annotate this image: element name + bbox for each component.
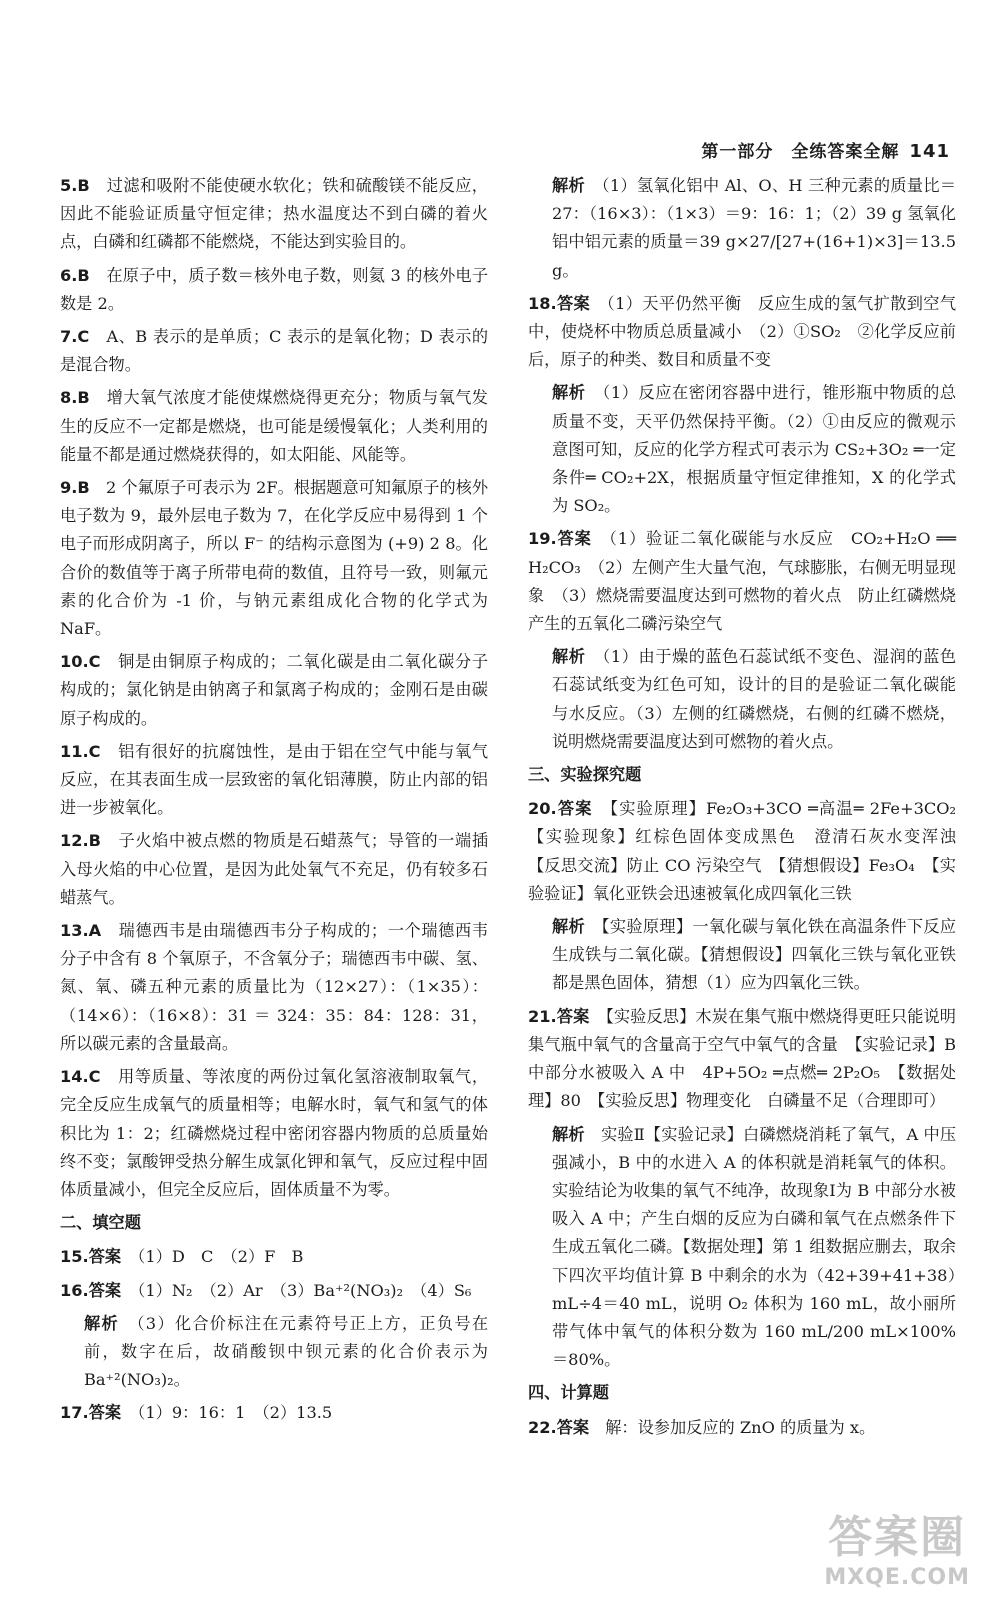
answer-text: 瑞德西韦是由瑞德西韦分子构成的；一个瑞德西韦分子中含有 8 个氧原子，不含氧分子；瑞德西韦中碳、氢、氮、氧、磷五种元素的质量比为（12×27）：（1×35）：（14×6）：（16×8）：31 ＝ 324：35：84：128：31，所以碳元素的含量最高。: [60, 921, 489, 1053]
watermark-line1: 答案圈: [828, 1512, 967, 1563]
question-number: 13.A: [60, 921, 102, 941]
answer-item: [60, 827, 488, 912]
answer-item: [60, 1277, 488, 1305]
answer-text: 【实验原理】Fe₂O₃+3CO ═高温═ 2Fe+3CO₂ 【实验现象】红棕色固体变成黑色 澄清石灰水变浑浊 【反思交流】防止 CO 污染空气 【猜想假设】Fe₃O₄ 【实验验证】氧化亚铁会迅速被氧化成四氧化三铁: [528, 799, 973, 903]
analysis-text: （1）反应在密闭容器中进行，锥形瓶中物质的总质量不变，天平仍然保持平衡。（2）①由反应的微观示意图可知，反应的化学方程式可表示为 CS₂+3O₂ ═一定条件═ CO₂+2X，根据质量守恒定律推知，X 的化学式为 SO₂。: [552, 383, 957, 516]
question-number: 19.答案: [528, 529, 592, 549]
analysis-block: [84, 1310, 488, 1395]
answer-text: 解：设参加反应的 ZnO 的质量为 x。: [605, 1417, 876, 1437]
analysis-block: [552, 1121, 956, 1375]
answer-item: [60, 474, 488, 643]
question-number: 22.答案: [528, 1417, 590, 1437]
page-number: 141: [909, 141, 950, 162]
analysis-text: （1）由于燥的蓝色石蕊试纸不变色、湿润的蓝色石蕊试纸变为红色可知，设计的目的是验证二氧化碳能与水反应。（3）左侧的红磷燃烧，右侧的红磷不燃烧，说明燃烧需要温度达到可燃物的着火点。: [552, 647, 957, 751]
answer-text: 子火焰中被点燃的物质是石蜡蒸气；导管的一端插入母火焰的中心位置，是因为此处氧气不充足，仍有较多石蜡蒸气。: [60, 831, 489, 907]
question-number: 12.B: [60, 831, 102, 851]
answer-item: [528, 525, 956, 638]
analysis-text: （3）化合价标注在元素符号正上方，正负号在前，数字在后，故硝酸钡中钡元素的化合价表示为 Ba⁺²(NO₃)₂。: [84, 1313, 489, 1390]
answer-text: 2 个氟原子可表示为 2F。根据题意可知氟原子的核外电子数为 9，最外层电子数为 7，在化学反应中易得到 1 个电子而形成阴离子，所以 F⁻ 的结构示意图为 (+9) 2 8。化合价的数值等于离子所带电荷的数值，且符号一致，则氟元素的化合价为 -1 价，与钠元素组成化合物的化学式为 NaF。: [60, 478, 489, 639]
question-number: 21.答案: [528, 1006, 590, 1026]
answer-item: [60, 262, 488, 318]
answer-item: [528, 290, 956, 375]
right-column: [528, 172, 973, 1447]
question-number: 7.C: [60, 327, 90, 347]
question-number: 14.C: [60, 1067, 101, 1087]
question-number: 6.B: [60, 265, 90, 285]
question-number: 10.C: [60, 652, 101, 672]
answer-item: [60, 1243, 488, 1271]
analysis-label: 解析: [552, 383, 586, 403]
answer-item: [60, 172, 488, 257]
section-heading: 四、计算题: [528, 1383, 609, 1403]
answer-text: 【实验反思】木炭在集气瓶中燃烧得更旺只能说明集气瓶中氧气的含量高于空气中氧气的含量 【实验记录】B 中部分水被吸入 A 中 4P+5O₂ ═点燃═ 2P₂O₅ 【数据处理】80 【实验反思】物理变化 白磷量不足（合理即可）: [528, 1006, 956, 1111]
answer-item: [60, 1399, 488, 1427]
section-heading: 三、实验探究题: [528, 765, 642, 785]
answer-text: 铝有很好的抗腐蚀性，是由于铝在空气中能与氧气反应，在其表面生成一层致密的氧化铝薄膜，防止内部的铝进一步被氧化。: [60, 741, 489, 818]
analysis-label: 解析: [552, 647, 586, 667]
answer-item: [60, 384, 488, 469]
question-number: 5.B: [60, 176, 90, 195]
answer-item: [60, 738, 488, 823]
answer-text: 增大氧气浓度才能使煤燃烧得更充分；物质与氧气发生的反应不一定都是燃烧，也可能是缓慢氧化；人类利用的能量不都是通过燃烧获得的，如太阳能、风能等。: [60, 388, 488, 464]
answer-item: [60, 648, 488, 733]
analysis-block: [552, 913, 956, 998]
section-heading: 二、填空题: [60, 1213, 141, 1233]
answer-item: [60, 917, 488, 1058]
question-number: 11.C: [60, 741, 101, 761]
answer-text: 在原子中，质子数＝核外电子数，则氦 3 的核外电子数是 2。: [60, 265, 489, 313]
watermark: [824, 1501, 970, 1590]
answer-item: [60, 1063, 488, 1204]
answer-text: （1）9：16：1 （2）13.5: [137, 1403, 333, 1423]
page-header: [701, 137, 950, 162]
answer-item: [528, 1414, 956, 1442]
question-number: 20.答案: [528, 799, 593, 819]
question-number: 17.答案: [60, 1403, 122, 1423]
answer-item: [60, 323, 488, 379]
analysis-block: [552, 643, 956, 756]
analysis-text: 实验Ⅱ【实验记录】白磷燃烧消耗了氧气，A 中压强减小，B 中的水进入 A 的体积就是消耗氧气的体积。实验结论为收集的氧气不纯净，故现象Ⅰ为 B 中部分水被吸入 A 中；产生白烟的反应为白磷和氧气在点燃条件下生成五氧化二磷。【数据处理】第 1 组数据应删去，取余下四次平均值计算 B 中剩余的水为（42+39+41+38）mL÷4＝40 mL，说明 O₂ 体积为 160 mL，故小丽所带气体中氧气的体积分数为 160 mL/200 mL×100%＝80%。: [552, 1124, 957, 1370]
answer-text: 用等质量、等浓度的两份过氧化氢溶液制取氧气，完全反应生成氧气的质量相等；电解水时，氧气和氢气的体积比为 1：2；红磷燃烧过程中密闭容器内物质的总质量始终不变；氯酸钾受热分解生成氯化钾和氧气，反应过程中固体质量减小，但完全反应后，固体质量不为零。: [60, 1067, 489, 1199]
analysis-label: 解析: [552, 1124, 585, 1144]
answer-text: （1）天平仍然平衡 反应生成的氢气扩散到空气中，使烧杯中物质总质量减小 （2）①SO₂ ②化学反应前后，原子的种类、数目和质量不变: [528, 293, 957, 370]
analysis-block: [552, 379, 956, 520]
analysis-block: [552, 172, 956, 285]
question-number: 9.B: [60, 478, 90, 498]
answer-text: 过滤和吸附不能使硬水软化；铁和硫酸镁不能反应，因此不能验证质量守恒定律；热水温度达不到白磷的着火点，白磷和红磷都不能燃烧，不能达到实验目的。: [60, 176, 488, 252]
answer-text: A、B 表示的是单质；C 表示的是氧化物；D 表示的是混合物。: [60, 327, 489, 375]
question-number: 15.答案: [60, 1247, 122, 1267]
header-section: 第一部分 全练答案全解: [701, 142, 900, 162]
analysis-label: 解析: [84, 1313, 119, 1333]
analysis-label: 解析: [552, 176, 585, 195]
question-number: 8.B: [60, 388, 90, 408]
question-number: 16.答案: [60, 1280, 122, 1300]
left-column: [60, 172, 488, 1433]
answer-text: （1）D C （2）F B: [137, 1247, 304, 1267]
analysis-label: 解析: [552, 917, 585, 937]
analysis-text: （1）氢氧化铝中 Al、O、H 三种元素的质量比＝27：（16×3）：（1×3）＝9：16：1；（2）39 g 氢氧化铝中铝元素的质量＝39 g×27/[27+(16+1)×3]＝13.5 g。: [552, 176, 957, 280]
watermark-line2: MXQE.COM: [824, 1565, 970, 1590]
question-number: 18.答案: [528, 293, 591, 313]
answer-text: （1）验证二氧化碳能与水反应 CO₂+H₂O ══ H₂CO₃ （2）左侧产生大量气泡，气球膨胀，右侧无明显现象 （3）燃烧需要温度达到可燃物的着火点 防止红磷燃烧产生的五氧化二磷污染空气: [528, 529, 957, 634]
answer-text: （1）N₂ （2）Ar （3）Ba⁺²(NO₃)₂ （4）S₆: [137, 1280, 472, 1300]
answer-text: 铜是由铜原子构成的；二氧化碳是由二氧化碳分子构成的；氯化钠是由钠离子和氯离子构成的；金刚石是由碳原子构成的。: [60, 652, 489, 728]
answer-item: [528, 1003, 956, 1116]
analysis-text: 【实验原理】一氧化碳与氧化铁在高温条件下反应生成铁与二氧化碳。【猜想假设】四氧化三铁与氧化亚铁都是黑色固体，猜想（1）应为四氧化三铁。: [552, 917, 957, 993]
answer-item: [528, 795, 973, 908]
